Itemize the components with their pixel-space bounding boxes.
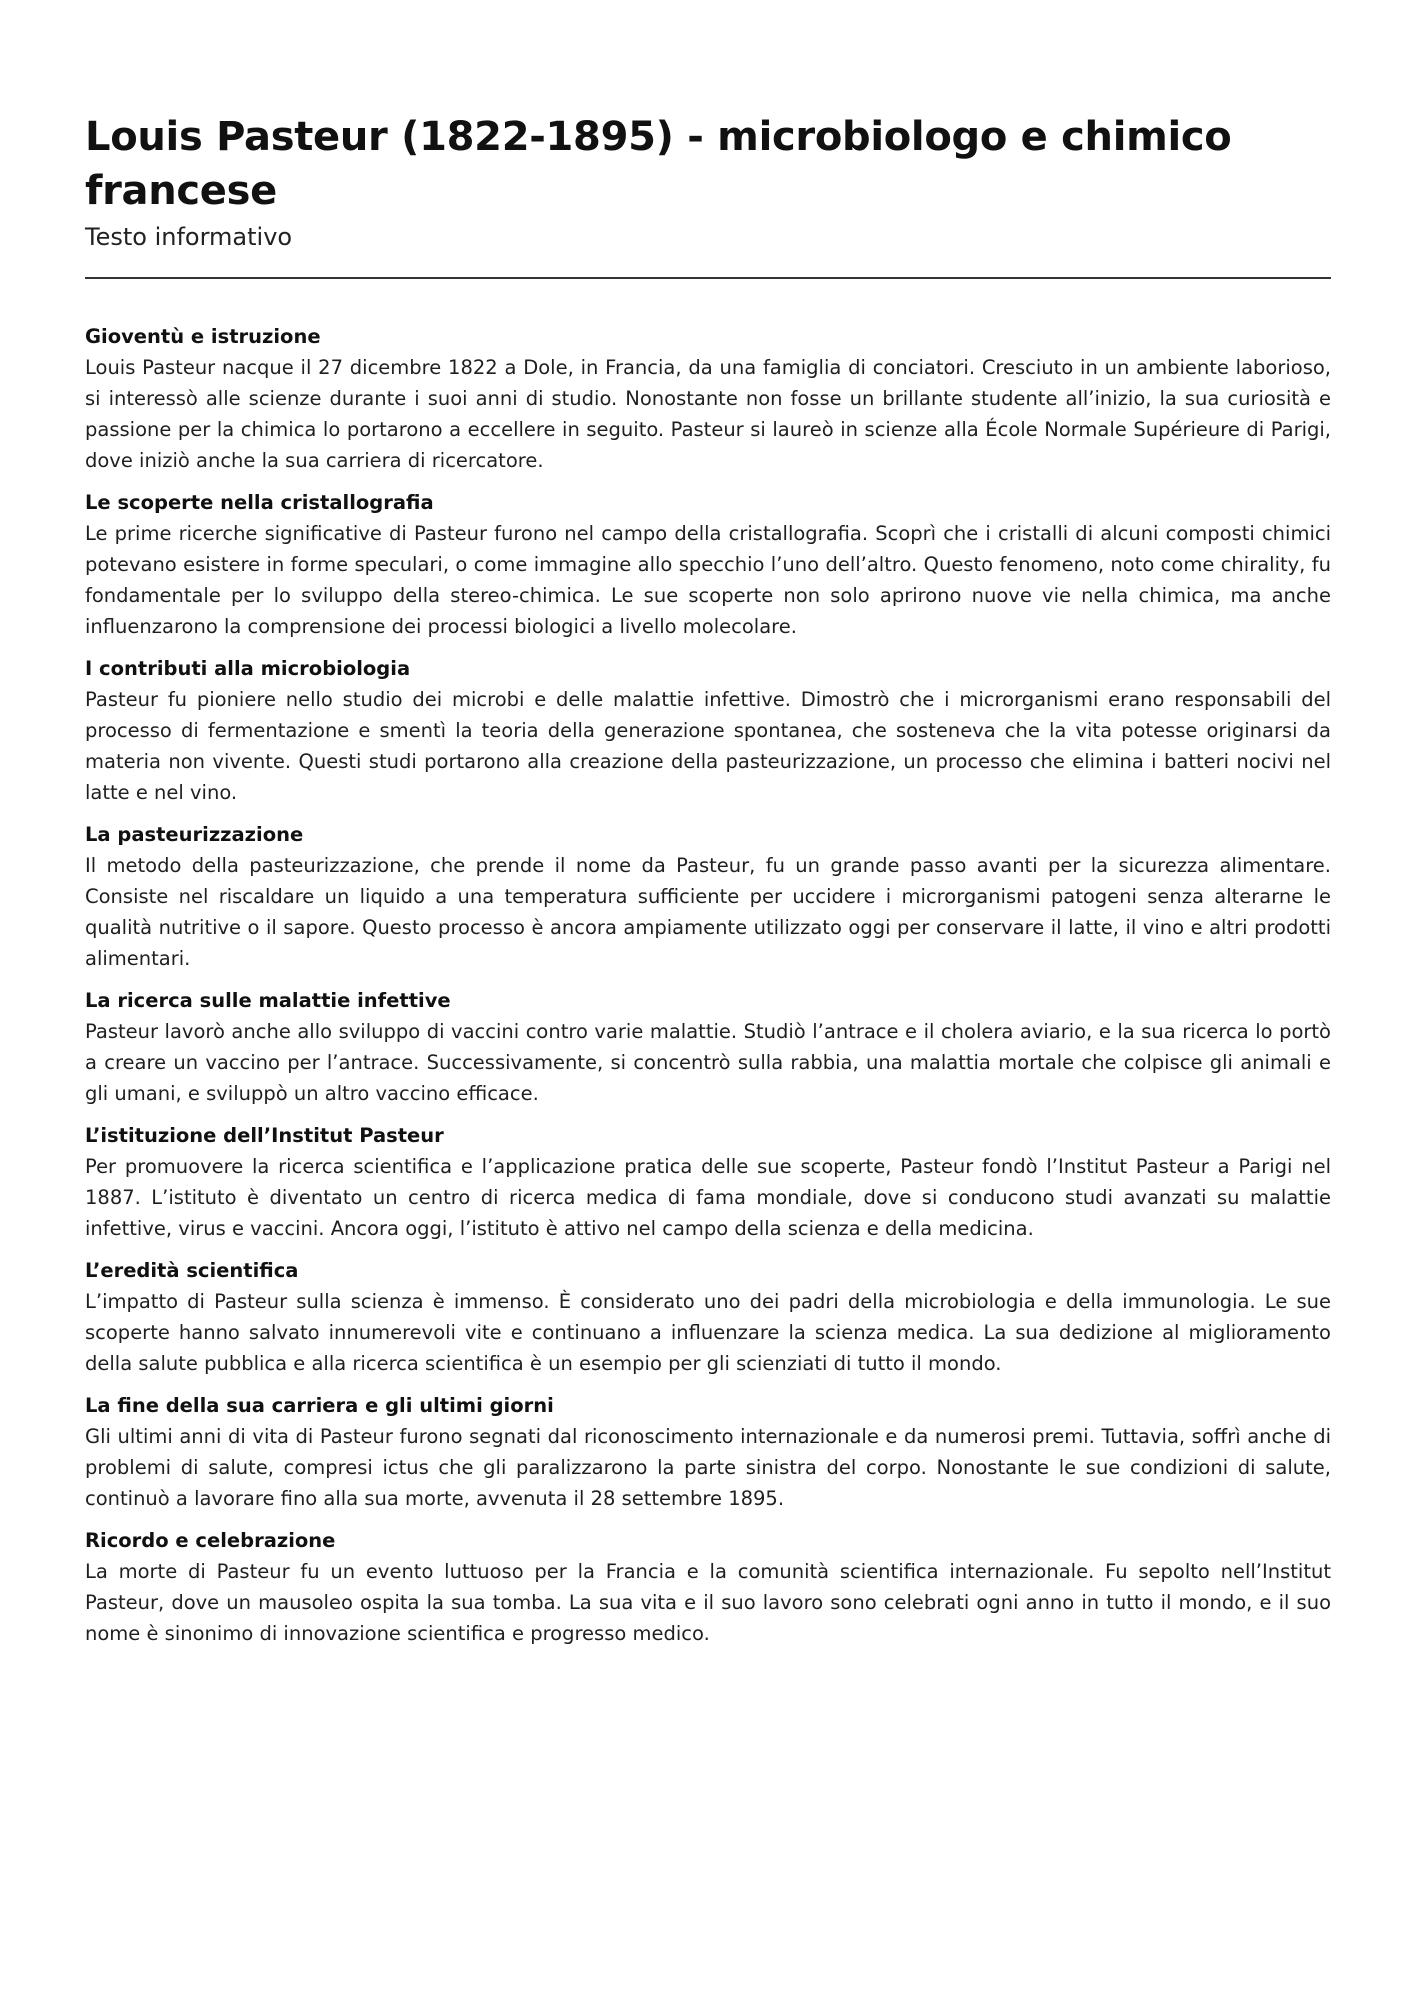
- section-text: L’impatto di Pasteur sulla scienza è immenso. È considerato uno dei padri della microbiologia e della immunologia. Le sue scoperte hanno salvato innumerevoli vite e continuano a influenzare la scienza medica. La sua dedizione al miglioramento della salute pubblica e alla ricerca scientifica è un esempio per gli scienziati di tutto il mondo.: [85, 1290, 1331, 1375]
- section-heading: L’istituzione dell’Institut Pasteur: [85, 1124, 444, 1147]
- section-heading: L’eredità scientifica: [85, 1259, 299, 1282]
- section-heading: I contributi alla microbiologia: [85, 657, 411, 680]
- section-cristallografia: [85, 487, 1331, 642]
- section-heading: Ricordo e celebrazione: [85, 1529, 336, 1552]
- section-text: Pasteur lavorò anche allo sviluppo di vaccini contro varie malattie. Studiò l’antrace e il cholera aviario, e la sua ricerca lo portò a creare un vaccino per l’antrace. Successivamente, si concentrò sulla rabbia, una malattia mortale che colpisce gli animali e gli umani, e sviluppò un altro vaccino efficace.: [85, 1020, 1331, 1105]
- document-subtitle: Testo informativo: [85, 223, 293, 251]
- section-heading: Gioventù e istruzione: [85, 325, 321, 348]
- section-heading: La fine della sua carriera e gli ultimi giorni: [85, 1394, 554, 1417]
- section-fine-carriera: [85, 1390, 1331, 1514]
- section-institut-pasteur: [85, 1120, 1331, 1244]
- section-ricordo: [85, 1525, 1331, 1649]
- sections-container: [85, 321, 1331, 1649]
- section-heading: La ricerca sulle malattie infettive: [85, 989, 451, 1012]
- section-heading: Le scoperte nella cristallografia: [85, 491, 434, 514]
- title-divider: [85, 277, 1331, 279]
- section-text: Le prime ricerche significative di Pasteur furono nel campo della cristallografia. Scoprì che i cristalli di alcuni composti chimici potevano esistere in forme speculari, o come immagine allo specchio l’uno dell’altro. Questo fenomeno, noto come chirality, fu fondamentale per lo sviluppo della stereo-chimica. Le sue scoperte non solo aprirono nuove vie nella chimica, ma anche influenzarono la comprensione dei processi biologici a livello molecolare.: [85, 522, 1331, 638]
- section-text: La morte di Pasteur fu un evento luttuoso per la Francia e la comunità scientifica internazionale. Fu sepolto nell’Institut Pasteur, dove un mausoleo ospita la sua tomba. La sua vita e il suo lavoro sono celebrati ogni anno in tutto il mondo, e il suo nome è sinonimo di innovazione scientifica e progresso medico.: [85, 1560, 1331, 1645]
- section-text: Il metodo della pasteurizzazione, che prende il nome da Pasteur, fu un grande passo avanti per la sicurezza alimentare. Consiste nel riscaldare un liquido a una temperatura sufficiente per uccidere i microrganismi patogeni senza alterarne le qualità nutritive o il sapore. Questo processo è ancora ampiamente utilizzato oggi per conservare il latte, il vino e altri prodotti alimentari.: [85, 854, 1331, 970]
- section-eredita: [85, 1255, 1331, 1379]
- section-pasteurizzazione: [85, 819, 1331, 974]
- section-heading: La pasteurizzazione: [85, 823, 304, 846]
- section-malattie-infettive: [85, 985, 1331, 1109]
- section-gioventu: [85, 321, 1331, 476]
- document-title: Louis Pasteur (1822-1895) - microbiologo e chimico francese: [85, 114, 1232, 214]
- section-microbiologia: [85, 653, 1331, 808]
- section-text: Louis Pasteur nacque il 27 dicembre 1822 a Dole, in Francia, da una famiglia di conciatori. Cresciuto in un ambiente laborioso, si interessò alle scienze durante i suoi anni di studio. Nonostante non fosse un brillante studente all’inizio, la sua curiosità e passione per la chimica lo portarono a eccellere in seguito. Pasteur si laureò in scienze alla École Normale Supérieure di Parigi, dove iniziò anche la sua carriera di ricercatore.: [85, 356, 1331, 472]
- section-text: Per promuovere la ricerca scientifica e l’applicazione pratica delle sue scoperte, Pasteur fondò l’Institut Pasteur a Parigi nel 1887. L’istituto è diventato un centro di ricerca medica di fama mondiale, dove si conducono studi avanzati su malattie infettive, virus e vaccini. Ancora oggi, l’istituto è attivo nel campo della scienza e della medicina.: [85, 1155, 1331, 1240]
- section-text: Pasteur fu pioniere nello studio dei microbi e delle malattie infettive. Dimostrò che i microrganismi erano responsabili del processo di fermentazione e smentì la teoria della generazione spontanea, che sosteneva che la vita potesse originarsi da materia non vivente. Questi studi portarono alla creazione della pasteurizzazione, un processo che elimina i batteri nocivi nel latte e nel vino.: [85, 688, 1331, 804]
- document-page: [85, 110, 1331, 1660]
- section-text: Gli ultimi anni di vita di Pasteur furono segnati dal riconoscimento internazionale e da numerosi premi. Tuttavia, soffrì anche di problemi di salute, compresi ictus che gli paralizzarono la parte sinistra del corpo. Nonostante le sue condizioni di salute, continuò a lavorare fino alla sua morte, avvenuta il 28 settembre 1895.: [85, 1425, 1331, 1510]
